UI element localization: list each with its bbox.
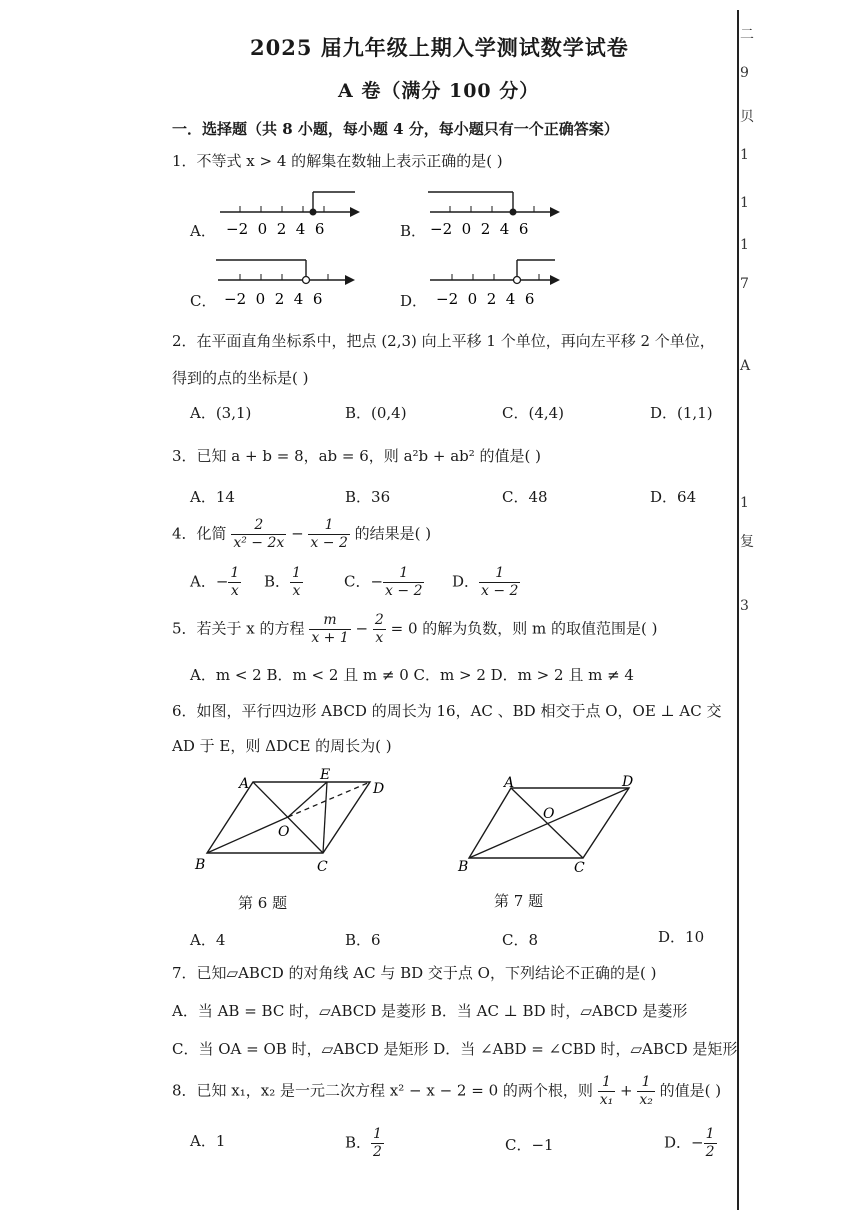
q4-suffix: 的结果是( ) bbox=[354, 524, 432, 543]
page-title: 2025 届九年级上期入学测试数学试卷 bbox=[250, 35, 629, 60]
question-6-stem-line2: AD 于 E，则 ΔDCE 的周长为( ) bbox=[172, 737, 392, 755]
edge-mark-7: 7 bbox=[740, 276, 749, 292]
q8-fraction-2: $\frac{1}{\text{x₂}}$ bbox=[639, 1074, 653, 1108]
fig7-label-b: B bbox=[458, 859, 469, 875]
q2-option-d: D．(1,1) bbox=[650, 404, 713, 422]
q1-option-c-number-line bbox=[210, 256, 370, 314]
edge-mark-1: 二 bbox=[740, 27, 754, 43]
fig6-label-d: D bbox=[373, 781, 385, 797]
fig7-label-o: O bbox=[543, 806, 555, 822]
q1-option-d-label: D． bbox=[400, 292, 428, 310]
q6-option-c: C．8 bbox=[502, 931, 539, 949]
q1-option-a-number-line bbox=[210, 188, 370, 244]
question-4-stem: 4．化简 $\frac{2}{\text{x² − 2x}}$ − $\frac{1}{x - 2}$ 的结果是( ) bbox=[172, 517, 432, 551]
q5-fraction-2: $\frac{2}{x}$ bbox=[374, 612, 384, 646]
q4-option-c: C．− $\frac{1}{x - 2}$ bbox=[344, 565, 423, 599]
q6-option-d: D．10 bbox=[658, 928, 705, 946]
q1-option-c-label: C． bbox=[190, 292, 217, 310]
figure-7-parallelogram bbox=[450, 765, 650, 880]
fig7-label-c: C bbox=[574, 860, 585, 876]
edge-mark-9: 1 bbox=[740, 495, 749, 511]
q4-option-d: D． $\frac{1}{x - 2}$ bbox=[452, 565, 519, 599]
question-2-stem-line1: 2．在平面直角坐标系中，把点 (2,3) 向上平移 1 个单位，再向左平移 2 个单位， bbox=[172, 332, 715, 350]
edge-mark-11: 3 bbox=[740, 598, 749, 614]
question-6-stem-line1: 6．如图，平行四边形 ABCD 的周长为 16，AC 、BD 相交于点 O，OE ⊥ AC 交 bbox=[172, 702, 722, 720]
figure-6-parallelogram bbox=[185, 765, 395, 880]
q4-fraction-2: $\frac{1}{x - 2}$ bbox=[310, 517, 348, 551]
q2-option-a: A．(3,1) bbox=[190, 404, 252, 422]
edge-mark-6: 1 bbox=[740, 237, 749, 253]
q4-option-a: A．− $\frac{1}{x}$ bbox=[190, 565, 240, 599]
q1-option-b-label: B． bbox=[400, 222, 427, 240]
edge-mark-8: A bbox=[740, 358, 751, 374]
q8-option-a: A．1 bbox=[190, 1132, 226, 1150]
q5-options: A．m < 2 B．m < 2 且 m ≠ 0 C．m > 2 D．m > 2 且 m ≠ 4 bbox=[190, 666, 634, 684]
q3-option-c: C．48 bbox=[502, 488, 548, 506]
q1-option-c-ticks: −2 0 2 4 6 bbox=[224, 290, 323, 308]
q3-option-b: B．36 bbox=[345, 488, 391, 506]
edge-mark-4: 1 bbox=[740, 147, 749, 163]
question-3-stem: 3．已知 a + b = 8，ab = 6，则 a²b + ab² 的值是( ) bbox=[172, 447, 542, 465]
question-7-stem: 7．已知▱ABCD 的对角线 AC 与 BD 交于点 O，下列结论不正确的是( ) bbox=[172, 964, 657, 982]
q2-option-b: B．(0,4) bbox=[345, 404, 407, 422]
page-fold-line bbox=[737, 10, 739, 1210]
fig7-label-d: D bbox=[622, 774, 634, 790]
q1-option-d-number-line bbox=[420, 256, 580, 314]
figure-7-caption: 第 7 题 bbox=[494, 892, 544, 910]
question-5-stem: 5．若关于 x 的方程 $\frac{m}{x + 1}$ − $\frac{2}{x}$ = 0 的解为负数，则 m 的取值范围是( ) bbox=[172, 612, 658, 646]
q3-option-a: A．14 bbox=[190, 488, 235, 506]
q8-option-b: B． $\frac{1}{2}$ bbox=[345, 1126, 382, 1160]
page-subtitle: A 卷（满分 100 分） bbox=[338, 80, 540, 102]
q1-option-a-label: A． bbox=[190, 222, 216, 240]
fig6-label-o: O bbox=[278, 824, 290, 840]
q8-option-d: D．− $\frac{1}{2}$ bbox=[664, 1126, 715, 1160]
section-heading: 一．选择题（共 8 小题，每小题 4 分，每小题只有一个正确答案） bbox=[172, 120, 619, 138]
fig7-label-a: A bbox=[504, 775, 515, 791]
q8-fraction-1: $\frac{1}{\text{x₁}}$ bbox=[599, 1074, 614, 1108]
q4-option-b: B． $\frac{1}{x}$ bbox=[264, 565, 301, 599]
q6-option-b: B．6 bbox=[345, 931, 381, 949]
q4-prefix: 4．化简 bbox=[172, 524, 227, 543]
fig6-label-b: B bbox=[195, 857, 206, 873]
fig6-label-a: A bbox=[239, 776, 250, 792]
edge-mark-10: 复 bbox=[740, 534, 754, 550]
q1-option-b-ticks: −2 0 2 4 6 bbox=[430, 220, 529, 238]
question-8-stem: 8．已知 x₁，x₂ 是一元二次方程 x² − x − 2 = 0 的两个根，则 $\frac{1}{\text{x₁}}$ + $\frac{1}{\text{x₂}}$ 的值是( ) bbox=[172, 1074, 722, 1108]
question-2-stem-line2: 得到的点的坐标是( ) bbox=[172, 369, 309, 387]
q6-option-a: A．4 bbox=[190, 931, 226, 949]
edge-mark-3: 贝 bbox=[740, 109, 754, 125]
q2-option-c: C．(4,4) bbox=[502, 404, 565, 422]
figure-6-caption: 第 6 题 bbox=[238, 894, 288, 912]
fig6-label-c: C bbox=[317, 859, 328, 875]
q1-option-a-ticks: −2 0 2 4 6 bbox=[226, 220, 325, 238]
q1-option-d-ticks: −2 0 2 4 6 bbox=[436, 290, 535, 308]
q7-options-line2: C．当 OA = OB 时，▱ABCD 是矩形 D．当 ∠ABD = ∠CBD 时，▱ABCD 是矩形 bbox=[172, 1040, 738, 1058]
fig6-label-e: E bbox=[320, 767, 331, 783]
q7-options-line1: A．当 AB = BC 时，▱ABCD 是菱形 B．当 AC ⊥ BD 时，▱ABCD 是菱形 bbox=[172, 1002, 688, 1020]
edge-mark-2: 9 bbox=[740, 65, 749, 81]
edge-mark-5: 1 bbox=[740, 195, 749, 211]
q8-option-c: C．−1 bbox=[505, 1136, 554, 1154]
q4-fraction-1: $\frac{2}{\text{x² − 2x}}$ bbox=[233, 517, 285, 551]
q5-fraction-1: $\frac{m}{x + 1}$ bbox=[311, 612, 349, 646]
question-1-stem: 1．不等式 x > 4 的解集在数轴上表示正确的是( ) bbox=[172, 152, 503, 170]
q3-option-d: D．64 bbox=[650, 488, 697, 506]
q1-option-b-number-line bbox=[420, 188, 580, 244]
